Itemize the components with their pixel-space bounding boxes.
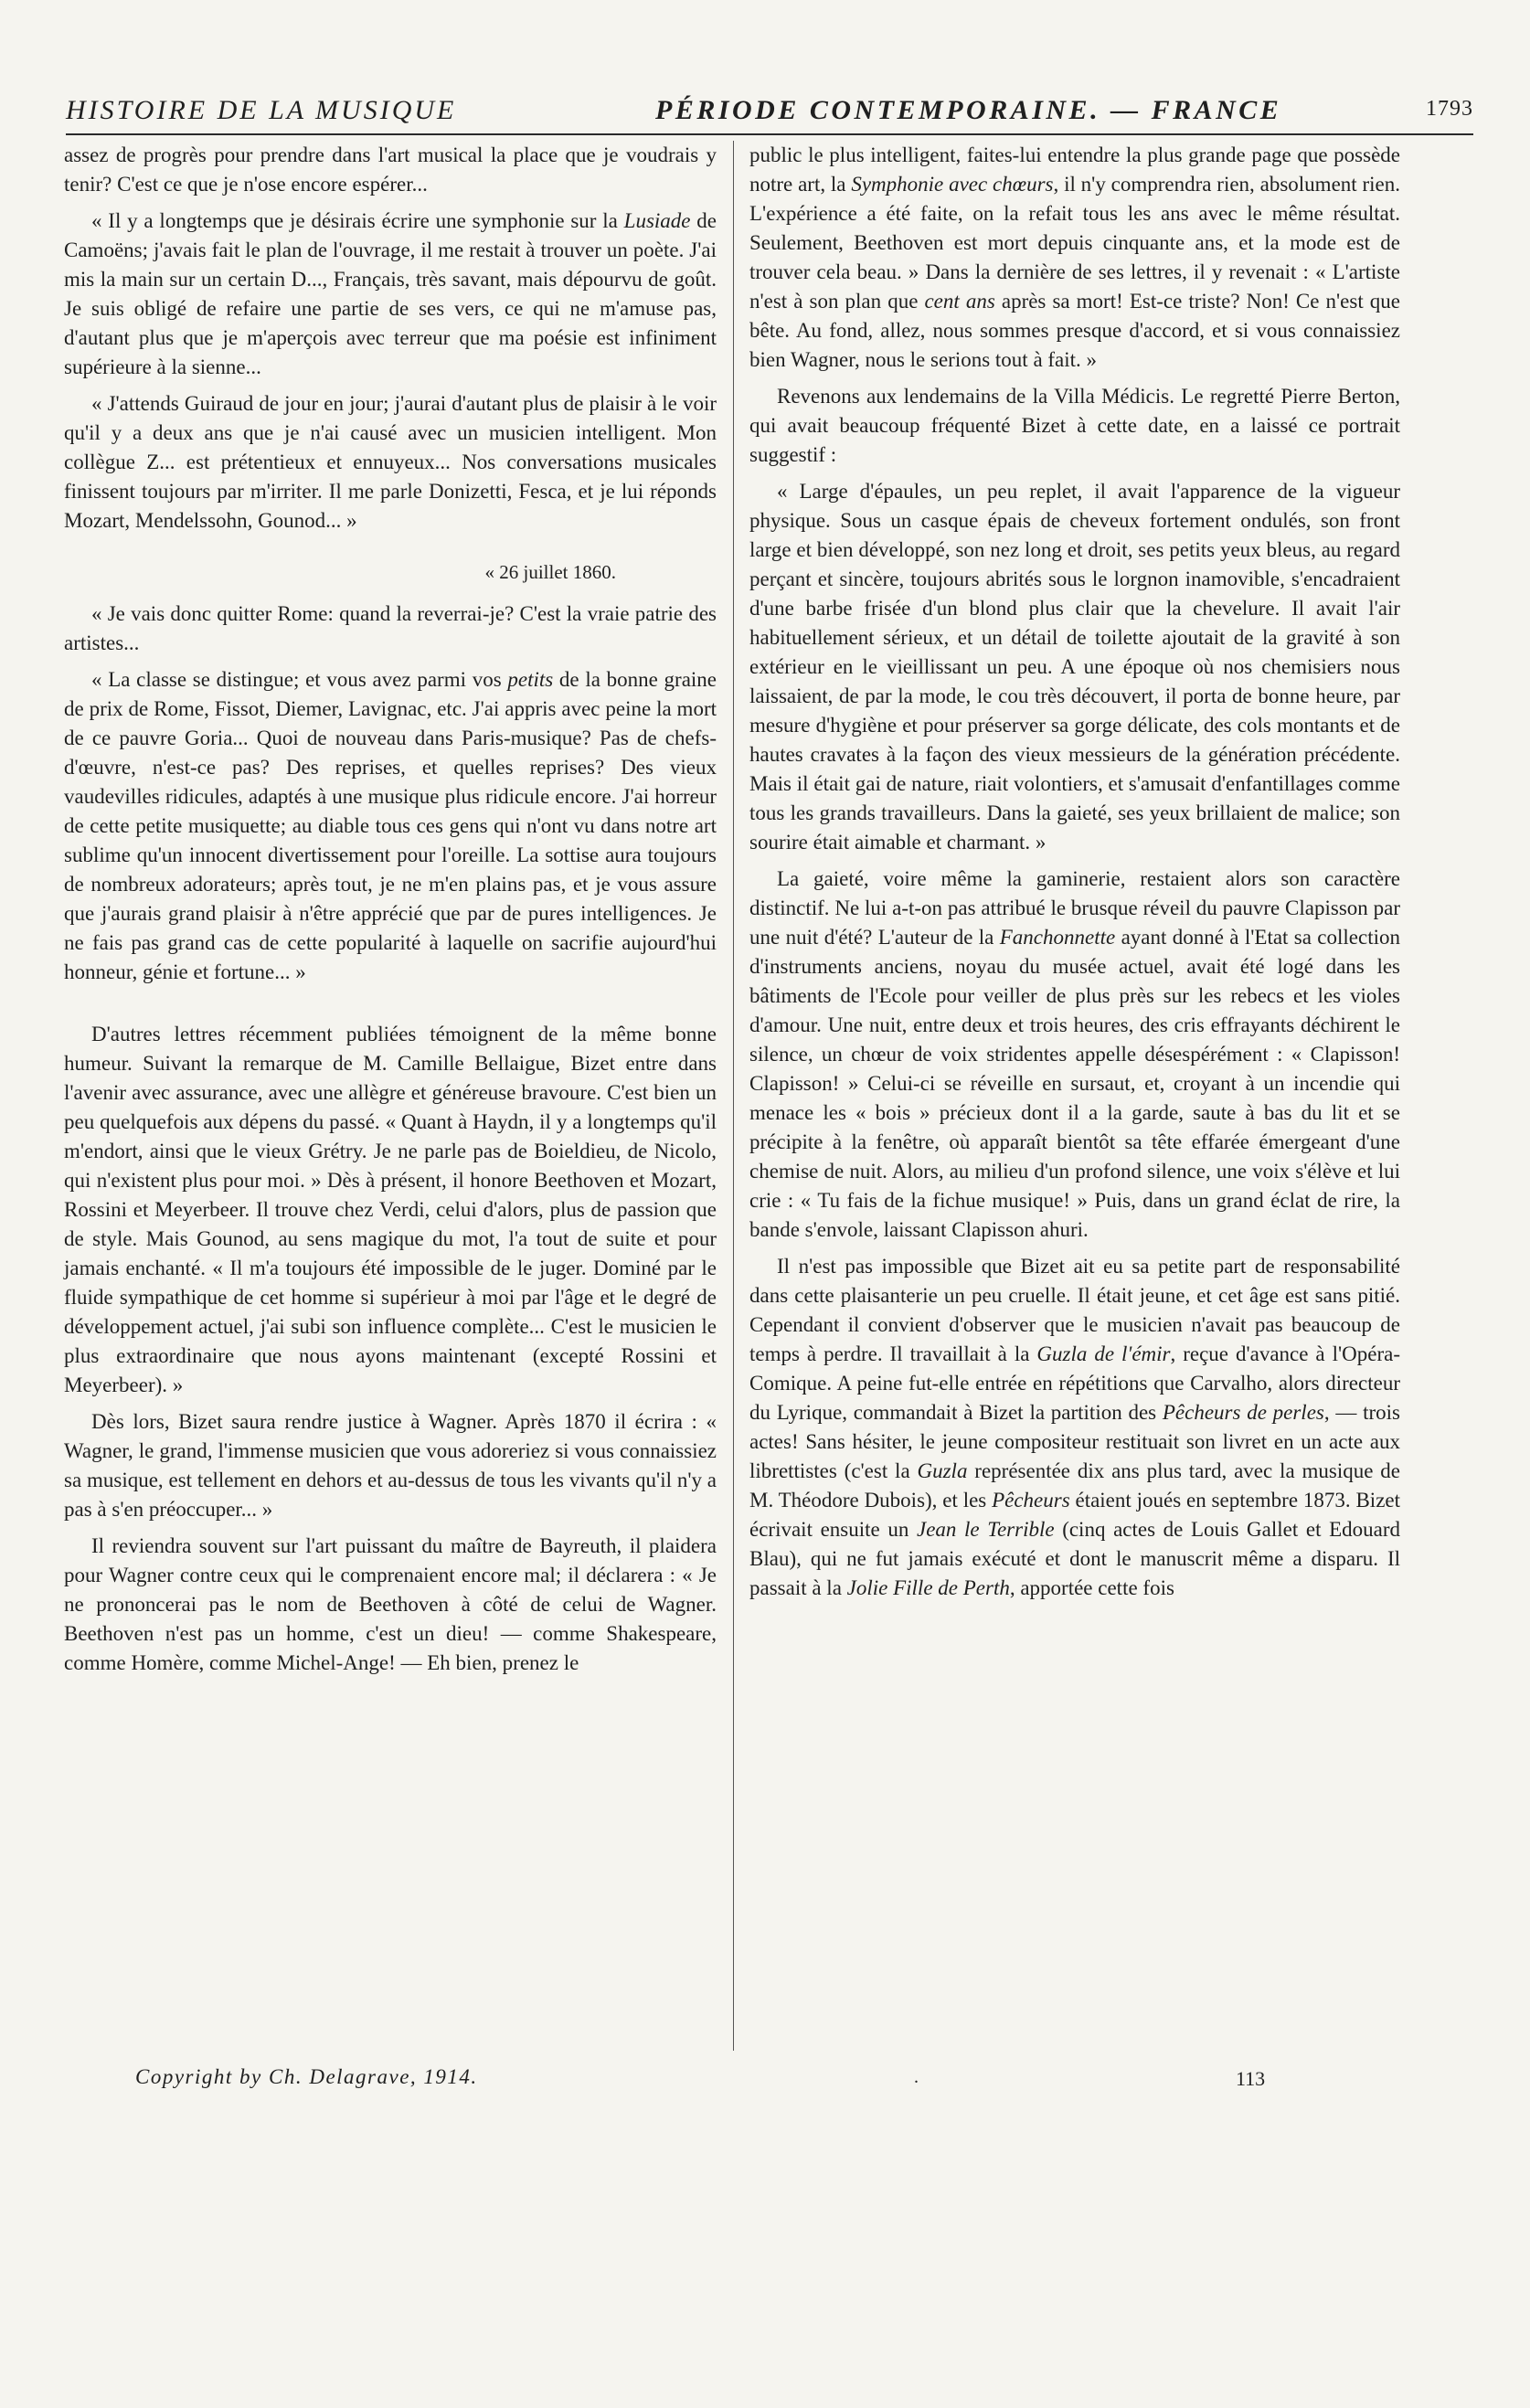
header-rule	[66, 133, 1473, 135]
paragraph: « Je vais donc quitter Rome: quand la reverrai-je? C'est la vraie patrie des artistes...	[64, 602, 717, 654]
italic-word: petits	[507, 668, 554, 691]
italic-title: Pêcheurs de perles	[1162, 1401, 1324, 1424]
copyright-footer: Copyright by Ch. Delagrave, 1914.	[135, 2065, 478, 2088]
paragraph	[64, 207, 717, 382]
italic-title: Fanchonnette	[999, 926, 1116, 949]
paragraph	[64, 665, 717, 987]
italic-title: Guzla	[917, 1459, 968, 1482]
text-span: étaient joués en septembre 1873. Bizet écrivait ensuite un	[749, 1489, 1400, 1541]
paragraph	[749, 865, 1400, 1245]
text-span: , reçue d'avance à l'Opéra-Comique. A peine fut-elle entrée en répétitions que Carvalho, alors directeur du Lyrique, commandait à Bizet la partition des	[749, 1342, 1400, 1424]
text-span: « La classe se distingue; et vous avez parmi vos	[91, 668, 508, 691]
paragraph	[749, 141, 1400, 375]
text-span: La gaieté, voire même la gaminerie, restaient alors son caractère distinctif. Ne lui a-t-on pas attribué le brusque réveil du pauvre Clapisson par une nuit d'été? L'auteur de la	[749, 867, 1400, 949]
italic-title: Jean le Terrible	[917, 1518, 1055, 1541]
italic-word: cent ans	[924, 290, 995, 313]
text-span: « Il y a longtemps que je désirais écrire une symphonie sur la	[91, 209, 624, 232]
letter-date: « 26 juillet 1860.	[484, 561, 616, 583]
text-span: , il n'y comprendra rien, absolument rien. L'expérience a été faite, on la refait tous les ans avec le même résultat. Seulement, Beethoven est mort depuis cinquante ans, et la mode est de trouver cela beau. » Dans la dernière de ses lettres, il y revenait : « L'artiste n'est à son plan que	[749, 173, 1401, 313]
paragraph: Revenons aux lendemains de la Villa Médicis. Le regretté Pierre Berton, qui avait beaucoup fréquenté Bizet à cette date, en a laissé ce portrait suggestif :	[749, 385, 1400, 466]
paragraph: « Large d'épaules, un peu replet, il avait l'apparence de la vigueur physique. Sous un casque épais de cheveux fortement ondulés, son front large et bien développé, son nez long et droit, ses petits yeux bleus, au regard perçant et sincère, toujours abrités sous le lorgnon inamovible, s'encadraient d'une barbe frisée d'un blond plus clair que la chevelure. Il avait l'air habituellement sérieux, et un détail de toilette ajoutait de la gravité à son extérieur en le vieillissant un peu. A une époque où nos chemisiers nous laissaient, de par la mode, le cou très découvert, il porta de bonne heure, par mesure d'hygiène et pour préserver sa gorge délicate, des cols montants et de hautes cravates à la façon des vieux messieurs de la génération précédente. Mais il était gai de nature, riait volontiers, et s'amusait d'enfantillages comme tous les grands travailleurs. Dans la gaieté, ses yeux brillaient de malice; son sourire était aimable et charmant. »	[749, 480, 1400, 854]
text-span: ayant donné à l'Etat sa collection d'instruments anciens, noyau du musée actuel, avait été logé dans les bâtiments de l'Ecole pour veiller de plus près sur les rebecs et les violes d'amour. Une nuit, entre deux et trois heures, des cris effrayants déchirent le silence, un chœur de voix stridentes appelle désespérément : « Clapisson! Clapisson! » Celui-ci se réveille en sursaut, et, croyant à un incendie qui menace les « bois » précieux dont il a la garde, saute à bas du lit et se précipite à la fenêtre, où apparaît bientôt sa tête effarée émergeant d'une chemise de nuit. Alors, au milieu d'un profond silence, une voix s'élève et lui crie : « Tu fais de la fichue musique! » Puis, dans un grand éclat de rire, la bande s'envole, laissant Clapisson ahuri.	[749, 926, 1400, 1241]
paragraph: assez de progrès pour prendre dans l'art musical la place que je voudrais y tenir? C'est ce que je n'ose encore espérer...	[64, 143, 717, 196]
paragraph	[749, 1252, 1400, 1603]
right-column	[749, 141, 1400, 1610]
text-span: , apportée cette fois	[1009, 1576, 1174, 1599]
column-divider	[733, 141, 734, 2051]
text-span: (cinq actes de Louis Gallet et Edouard Blau), qui ne fut jamais exécuté et dont le manuscrit même a disparu. Il passait à la	[749, 1518, 1401, 1599]
text-span: représentée dix ans plus tard, avec la musique de M. Théodore Dubois), et les	[749, 1459, 1400, 1512]
header-title-left: HISTOIRE DE LA MUSIQUE	[66, 95, 457, 125]
text-span: après sa mort! Est-ce triste? Non! Ce n'est que bête. Au fond, allez, nous sommes presque d'accord, et si vous connaissiez bien Wagner, nous le serions tout à fait. »	[749, 290, 1400, 371]
footer-dot: .	[914, 2067, 919, 2087]
running-header	[66, 95, 1473, 132]
paragraph: « J'attends Guiraud de jour en jour; j'aurai d'autant plus de plaisir à le voir qu'il y a deux ans que je n'ai causé avec un musicien intelligent. Mon collègue Z... est prétentieux et ennuyeux... Nos conversations musicales finissent toujours par m'irriter. Il me parle Donizetti, Fesca, et je lui réponds Mozart, Mendelssohn, Gounod... »	[64, 392, 717, 532]
left-column	[64, 141, 717, 1685]
text-span: Il n'est pas impossible que Bizet ait eu sa petite part de responsabilité dans cette plaisanterie un peu cruelle. Il était jeune, et cet âge est sans pitié. Cependant il convient d'observer que le musicien n'avait pas beaucoup de temps à perdre. Il travaillait à la	[749, 1255, 1400, 1365]
italic-title: Guzla de l'émir	[1036, 1342, 1171, 1365]
paragraph: Dès lors, Bizet saura rendre justice à Wagner. Après 1870 il écrira : « Wagner, le grand, l'immense musicien que vous adoreriez si vous connaissiez sa musique, est tellement en dehors et au-dessus de tous les vivants qu'il n'y a pas à s'en préoccuper... »	[64, 1410, 717, 1521]
paragraph: Il reviendra souvent sur l'art puissant du maître de Bayreuth, il plaidera pour Wagner contre ceux qui le comprenaient encore mal; il déclarera : « Je ne prononcerai pas le nom de Beethoven à côté de celui de Wagner. Beethoven n'est pas un homme, c'est un dieu! — comme Shakespeare, comme Homère, comme Michel-Ange! — Eh bien, prenez le	[64, 1534, 717, 1674]
italic-title: Pêcheurs	[992, 1489, 1070, 1512]
header-title-center: PÉRIODE CONTEMPORAINE. — FRANCE	[655, 95, 1282, 125]
italic-title: Lusiade	[623, 209, 691, 232]
text-span: de la bonne graine de prix de Rome, Fissot, Diemer, Lavignac, etc. J'ai appris avec peine la mort de ce pauvre Goria... Quoi de nouveau dans Paris-musique? Pas de chefs-d'œuvre, n'est-ce pas? Des reprises, et quelles reprises? Des vieux vaudevilles ridicules, adaptés à une musique plus ridicule encore. J'ai horreur de cette petite musiquette; au diable tous ces gens qui n'ont vu dans notre art sublime qu'un innocent divertissement pour l'oreille. La sottise aura toujours de nombreux adorateurs; après tout, je ne m'en plains pas, et je vous assure que j'aurais grand plaisir à n'être apprécié que par de pures intelligences. Je ne fais pas grand cas de cette popularité à laquelle on sacrifie aujourd'hui honneur, génie et fortune... »	[64, 668, 717, 983]
italic-title: Symphonie avec chœurs	[851, 173, 1054, 196]
header-page-number: 1793	[1426, 97, 1473, 121]
paragraph: D'autres lettres récemment publiées témoignent de la même bonne humeur. Suivant la remarque de M. Camille Bellaigue, Bizet entre dans l'avenir avec assurance, avec une allègre et généreuse bravoure. C'est bien un peu quelquefois aux dépens du passé. « Quant à Haydn, il y a longtemps qu'il m'endort, ainsi que le vieux Grétry. Je ne parle pas de Boieldieu, de Nicolo, qui n'existent plus pour moi. » Dès à présent, il honore Beethoven et Mozart, Rossini et Meyerbeer. Il trouve chez Verdi, celui d'alors, plus de passion que de style. Mais Gounod, au sens magique du mot, l'a tout de suite et pour jamais enchanté. « Il m'a toujours été impossible de le juger. Dominé par le fluide sympathique de cet homme si supérieur à moi par l'âge et le degré de développement actuel, j'ai subi son influence complète... C'est le musicien le plus extraordinaire que nous ayons maintenant (excepté Rossini et Meyerbeer). »	[64, 1023, 717, 1396]
italic-title: Jolie Fille de Perth	[846, 1576, 1010, 1599]
text-span: public le plus intelligent, faites-lui entendre la plus grande page que possède notre art, la	[749, 143, 1400, 196]
text-span: de Camoëns; j'avais fait le plan de l'ouvrage, il me restait à trouver un poète. J'ai mis la main sur un certain D..., Français, très savant, mais dépourvu de goût. Je suis obligé de refaire une partie de ses vers, ce qui ne m'amuse pas, d'autant plus que je m'aperçois avec terreur que ma poésie est infiniment supérieure à la sienne...	[64, 209, 717, 378]
text-span: , — trois actes! Sans hésiter, le jeune compositeur restituait son livret en un acte aux librettistes (c'est la	[749, 1401, 1400, 1482]
footer-page-number: 113	[1236, 2067, 1266, 2090]
